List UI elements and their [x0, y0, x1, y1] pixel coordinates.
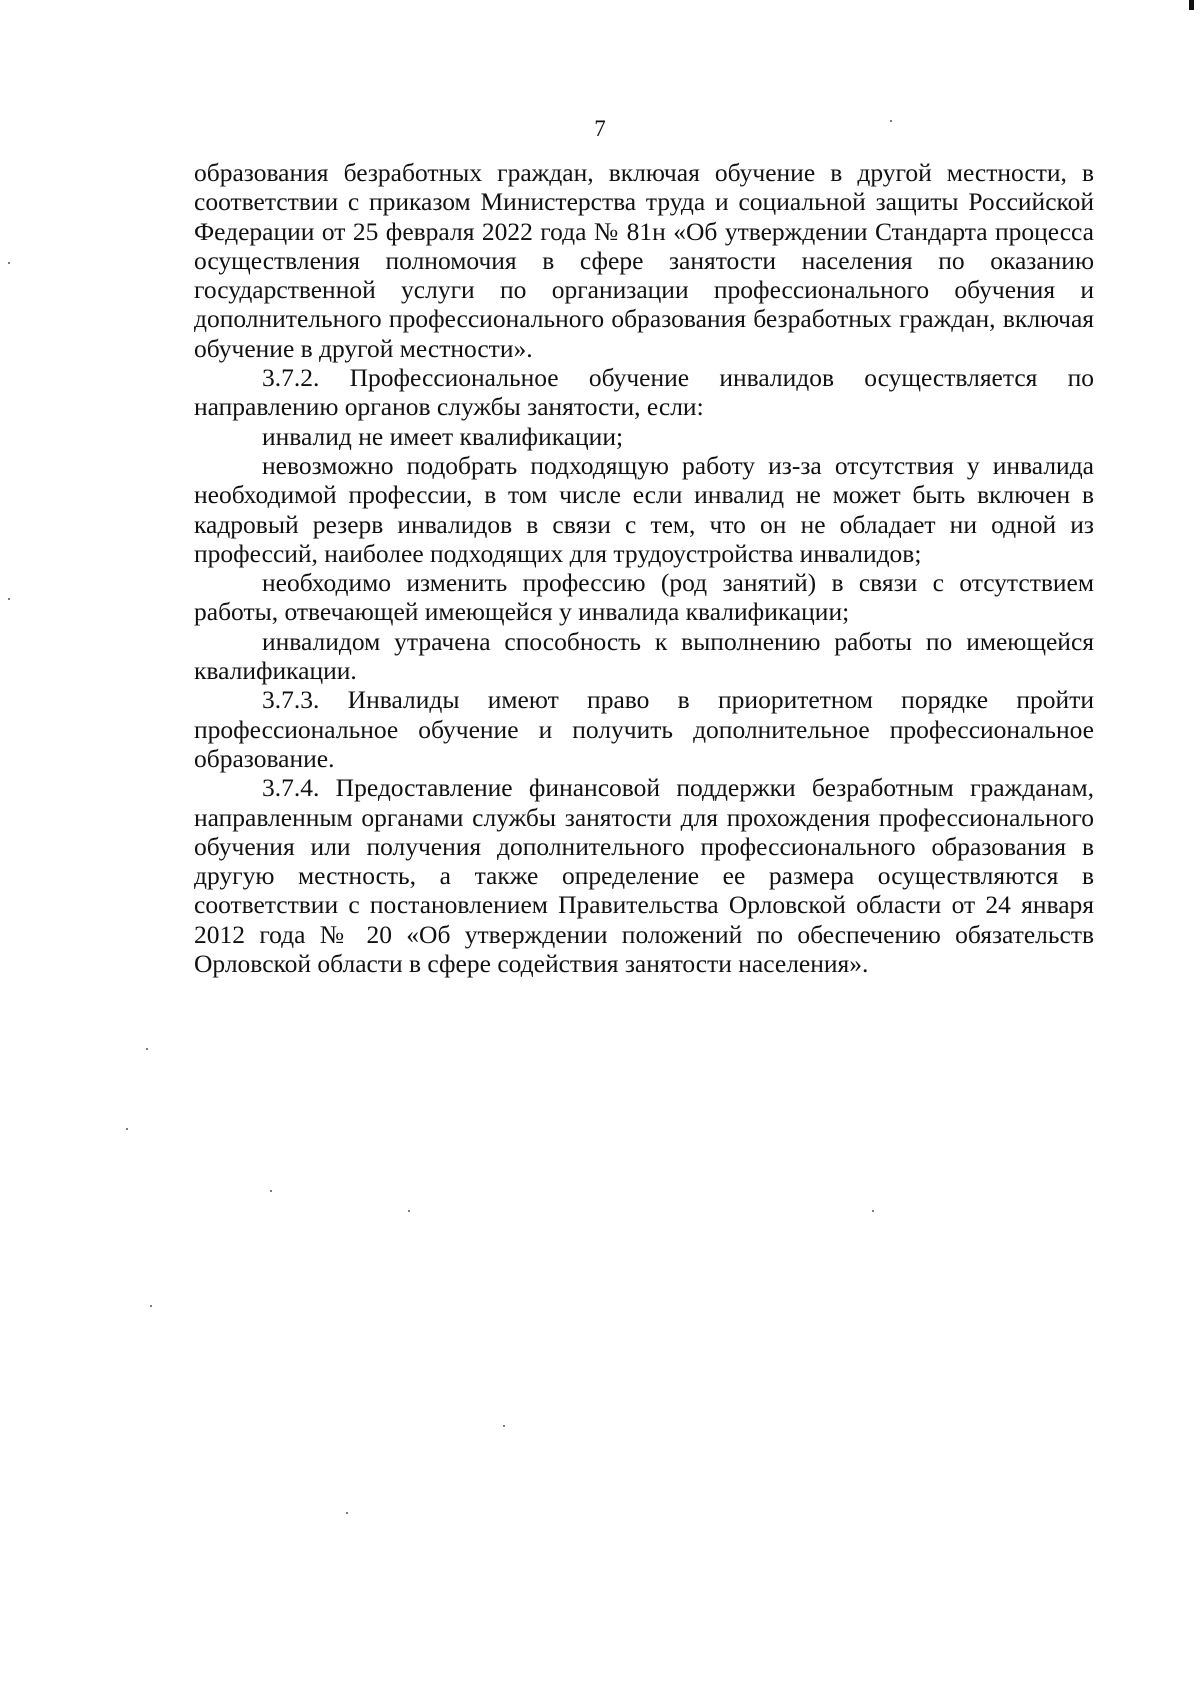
paragraph: 3.7.3. Инвалиды имеют право в приоритетном порядке пройти профессиональное обучение и получить дополнительное профессиональное образование.	[194, 685, 1094, 773]
paragraph: образования безработных граждан, включая обучение в другой местности, в соответствии с приказом Министерства труда и социальной защиты Российской Федерации от 25 февраля 2022 года № 81н «Об утверждении Стандарта процесса осуществления полномочия в сфере занятости населения по оказанию государственной услуги по организации профессионального обучения и дополнительного профессионального образования безработных граждан, включая обучение в другой местности».	[194, 158, 1094, 363]
scan-speck	[8, 262, 10, 264]
scan-speck	[126, 1128, 128, 1130]
page-number: 7	[594, 116, 606, 141]
paragraph: 3.7.4. Предоставление финансовой поддержки безработным гражданам, направленным органами службы занятости для прохождения профессионального обучения или получения дополнительного профессионального образования в другую местность, а также определение ее размера осуществляются в соответствии с постановлением Правительства Орловской области от 24 января 2012 года № 20 «Об утверждении положений по обеспечению обязательств Орловской области в сфере содействия занятости населения».	[194, 773, 1094, 979]
scan-speck	[890, 120, 892, 122]
paragraph: невозможно подобрать подходящую работу из-за отсутствия у инвалида необходимой профессии, в том числе если инвалид не может быть включен в кадровый резерв инвалидов в связи с тем, что он не обладает ни одной из профессий, наиболее подходящих для трудоустройства инвалидов;	[194, 450, 1094, 568]
scan-speck	[872, 1210, 874, 1212]
paragraph: 3.7.2. Профессиональное обучение инвалидов осуществляется по направлению органов службы занятости, если:	[194, 363, 1094, 422]
scan-speck	[150, 1305, 152, 1307]
paragraph: необходимо изменить профессию (род занятий) в связи с отсутствием работы, отвечающей имеющейся у инвалида квалификации;	[194, 568, 1094, 627]
paragraph: инвалидом утрачена способность к выполнению работы по имеющейся квалификации.	[194, 626, 1094, 686]
scan-edge-mark	[1189, 0, 1194, 10]
scan-speck	[346, 1512, 348, 1514]
paragraph: инвалид не имеет квалификации;	[262, 421, 624, 451]
scan-speck	[146, 1048, 148, 1050]
scan-speck	[503, 1425, 505, 1427]
scan-speck	[8, 598, 10, 600]
body-text	[194, 158, 1094, 978]
scan-speck	[270, 1190, 272, 1192]
scan-speck	[408, 1210, 410, 1212]
